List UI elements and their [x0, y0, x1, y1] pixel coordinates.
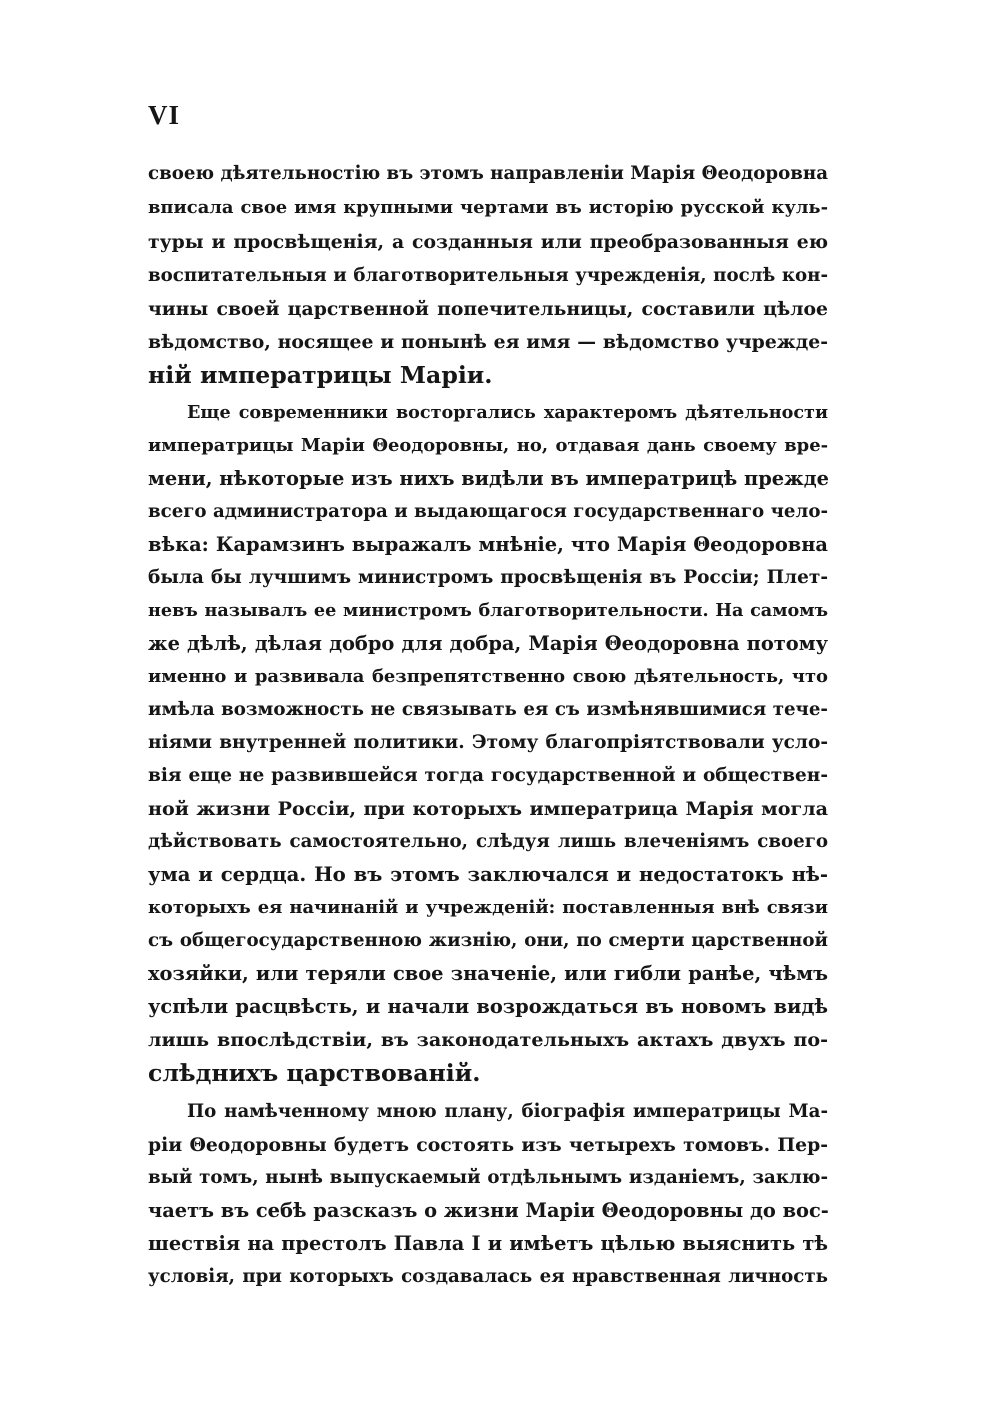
text-line: имѣла возможность не связывать ея съ измѣнявшимися тече- — [148, 699, 828, 720]
text-line: лишь впослѣдствіи, въ законодательныхъ актахъ двухъ по- — [148, 1028, 828, 1051]
text-line: же дѣлѣ, дѣлая добро для добра, Марія Θеодоровна потому — [148, 632, 828, 655]
text-line: хозяйки, или теряли свое значеніе, или гибли ранѣе, чѣмъ — [148, 962, 828, 985]
text-line: своею дѣятельностію въ этомъ направленіи Марія Θеодоровна — [148, 163, 828, 184]
text-line: ніями внутренней политики. Этому благопріятствовали усло- — [148, 732, 828, 753]
page-number: VI — [148, 100, 181, 130]
text-line: которыхъ ея начинаній и учрежденій: поставленныя внѣ связи — [148, 897, 828, 918]
text-line: ріи Θеодоровны будетъ состоять изъ четырехъ томовъ. Пер- — [148, 1134, 828, 1156]
text-line: По намѣченному мною плану, біографія императрицы Ма- — [187, 1101, 828, 1122]
text-line: ной жизни Россіи, при которыхъ императрица Марія могла — [148, 797, 828, 820]
text-line: успѣли расцвѣсть, и начали возрождаться въ новомъ видѣ — [148, 995, 828, 1018]
text-line: вѣдомство, носящее и понынѣ ея имя — вѣдомство учрежде- — [148, 331, 828, 353]
text-line: вый томъ, нынѣ выпускаемый отдѣльнымъ изданіемъ, заклю- — [148, 1167, 828, 1188]
text-line: чаетъ въ себѣ разсказъ о жизни Маріи Θеодоровны до вос- — [148, 1199, 829, 1222]
text-line: съ общегосударственною жизнію, они, по смерти царственной — [148, 930, 828, 951]
text-line: воспитательныя и благотворительныя учрежденія, послѣ кон- — [148, 265, 828, 286]
text-line: Еще современники восторгались характеромъ дѣятельности — [187, 402, 828, 423]
text-line: вѣка: Карамзинъ выражалъ мнѣніе, что Марія Θеодоровна — [148, 533, 828, 556]
text-line: слѣднихъ царствованій. — [148, 1059, 481, 1087]
text-line: условія, при которыхъ создавалась ея нравственная личность — [148, 1266, 828, 1287]
text-line: вія еще не развившейся тогда государственной и обществен- — [148, 765, 828, 786]
text-line: императрицы Маріи Θеодоровны, но, отдавая дань своему вре- — [148, 435, 828, 456]
text-line: всего администратора и выдающагося государственнаго чело- — [148, 501, 828, 522]
text-line: именно и развивала безпрепятственно свою дѣятельность, что — [148, 666, 828, 687]
text-line: ній императрицы Маріи. — [148, 361, 493, 389]
text-line: была бы лучшимъ министромъ просвѣщенія въ Россіи; Плет- — [148, 567, 828, 588]
text-line: шествія на престолъ Павла I и имѣетъ цѣлью выяснить тѣ — [148, 1232, 828, 1255]
text-line: мени, нѣкоторые изъ нихъ видѣли въ императрицѣ прежде — [148, 467, 829, 490]
text-line: вписала свое имя крупными чертами въ исторію русской куль- — [148, 197, 828, 218]
text-line: чины своей царственной попечительницы, составили цѣлое — [148, 298, 828, 320]
text-line: туры и просвѣщенія, а созданныя или преобразованныя ею — [148, 231, 828, 253]
text-line: ума и сердца. Но въ этомъ заключался и недостатокъ нѣ- — [148, 863, 828, 886]
text-line: невъ называлъ ее министромъ благотворительности. На самомъ — [148, 600, 828, 621]
text-line: дѣйствовать самостоятельно, слѣдуя лишь влеченіямъ своего — [148, 831, 828, 852]
